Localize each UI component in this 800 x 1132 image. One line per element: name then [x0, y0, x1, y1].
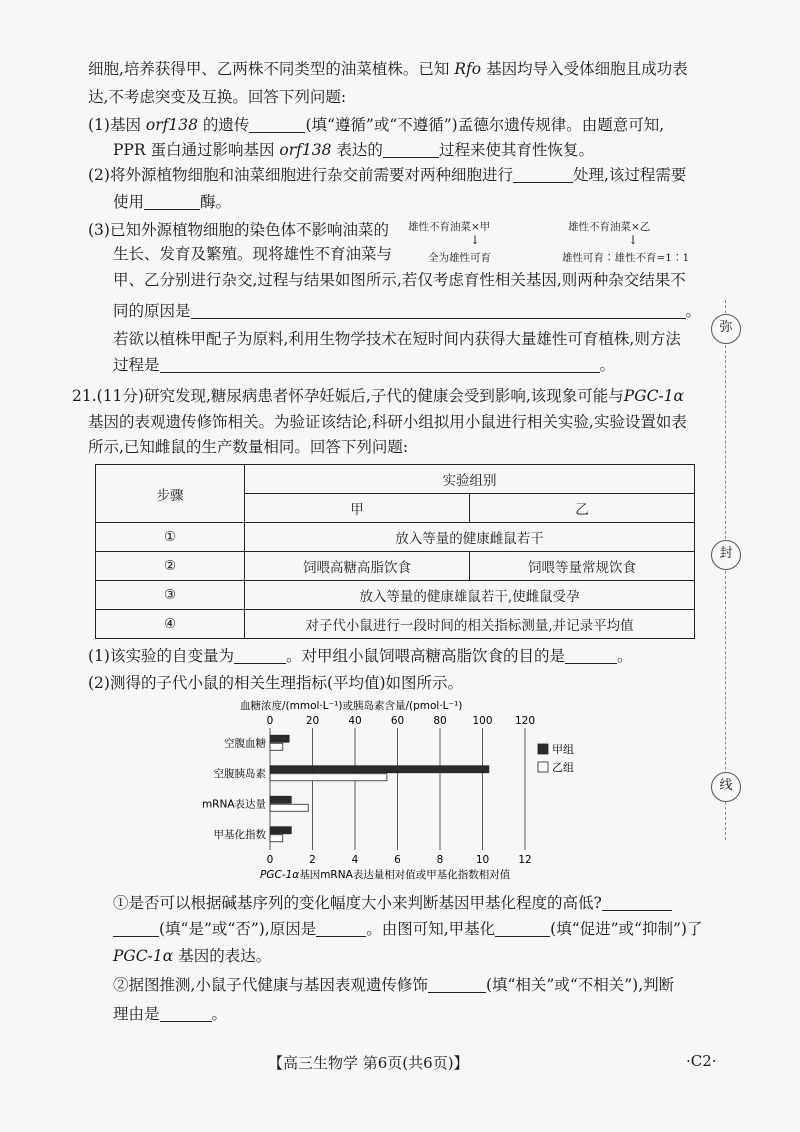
bottom-tick-label: 8: [436, 854, 444, 866]
question-21: 21.(11分)研究发现,糖尿病患者怀孕妊娠后,子代的健康会受到影响,该现象可能与PGC-1α: [72, 387, 685, 405]
group-header: 实验组别: [245, 465, 695, 494]
chart-question-2-cont: 理由是 。: [113, 1005, 228, 1023]
category-label: 甲基化指数: [213, 828, 266, 841]
answer-blank[interactable]: [428, 976, 486, 993]
question-2: (2)将外源植物细胞和油菜细胞进行杂交前需要对两种细胞进行 处理,该过程需要: [88, 166, 687, 184]
bar-group-a: [270, 827, 291, 834]
sub-question-1: (1)该实验的自变量为 。对甲组小鼠饲喂高糖高脂饮食的目的是 。: [88, 647, 633, 665]
bar-group-b: [270, 804, 308, 811]
table-row: [96, 581, 695, 610]
bar-group-b: [270, 835, 283, 842]
bottom-tick-label: 6: [394, 854, 401, 866]
bar-group-a: [270, 796, 291, 803]
question-3-cont: 生长、发育及繁殖。现将雄性不育油菜与: [113, 245, 393, 263]
sub-question-2: (2)测得的子代小鼠的相关生理指标(平均值)如图所示。: [88, 674, 464, 692]
answer-blank[interactable]: [113, 920, 159, 937]
question-3: (3)已知外源植物细胞的染色体不影响油菜的: [88, 221, 389, 239]
category-label: 空腹胰岛素: [213, 767, 266, 780]
top-tick-label: 60: [390, 715, 405, 727]
question-21-cont: 基因的表观遗传修饰相关。为验证该结论,科研小组拟用小鼠进行相关实验,实验设置如表: [88, 413, 687, 431]
step-cell: ③: [96, 581, 245, 610]
answer-blank[interactable]: [565, 647, 617, 664]
group-a-header: 甲: [245, 494, 470, 523]
question-2-cont: 使用 酶。: [113, 193, 232, 211]
answer-blank[interactable]: [513, 166, 573, 183]
answer-blank[interactable]: [191, 302, 686, 319]
step-content: 放入等量的健康雄鼠若干,使雌鼠受孕: [245, 581, 695, 610]
question-1: (1)基因 orf138 的遗传 (填“遵循”或“不遵循”)孟德尔遗传规律。由题意可知,: [88, 116, 665, 134]
chart-question-1-cont: PGC-1α 基因的表达。: [113, 947, 272, 965]
answer-blank[interactable]: [249, 116, 305, 133]
top-tick-label: 0: [266, 715, 274, 727]
top-tick-label: 80: [433, 715, 447, 727]
answer-blank[interactable]: [234, 647, 286, 664]
category-label: mRNA表达量: [201, 798, 266, 811]
question-21-cont: 所示,已知雌鼠的生产数量相同。回答下列问题:: [88, 438, 409, 456]
step-cell: ④: [96, 610, 245, 639]
table-row: [96, 552, 695, 581]
chart-top-title: 血糖浓度/(mmol·L⁻¹)或胰岛素含量/(pmol·L⁻¹): [240, 700, 463, 712]
legend-label: 乙组: [552, 761, 574, 774]
group-b-cell: 饲喂等量常规饮食: [469, 552, 694, 581]
cross-right-parents: 雄性不育油菜×乙: [568, 221, 651, 233]
step-cell: ①: [96, 523, 245, 552]
legend-swatch: [538, 762, 548, 772]
cross-left-result: 全为雄性可育: [428, 252, 491, 264]
step-cell: ②: [96, 552, 245, 581]
top-tick-label: 120: [514, 715, 536, 727]
question-3-cont: 若欲以植株甲配子为原料,利用生物学技术在短时间内获得大量雄性可育植株,则方法: [113, 330, 681, 348]
step-header: 步骤: [96, 465, 245, 523]
question-3-cont: 过程是 。: [113, 356, 616, 374]
top-tick-label: 20: [305, 715, 320, 727]
bar-group-a: [270, 766, 489, 773]
seal-char: 线: [711, 772, 741, 802]
group-b-header: 乙: [469, 494, 694, 523]
page-footer: 【高三生物学 第6页(共6页)】: [268, 1054, 469, 1072]
answer-blank[interactable]: [495, 920, 550, 937]
bar-group-b: [270, 774, 387, 781]
answer-blank[interactable]: [602, 894, 672, 911]
bottom-tick-label: 2: [309, 854, 316, 866]
chart-question-2: ②据图推测,小鼠子代健康与基因表观遗传修饰 (填“相关”或“不相关”),判断: [113, 976, 675, 994]
answer-blank[interactable]: [383, 141, 439, 158]
chart-bottom-title: PGC-1α基因mRNA表达量相对值或甲基化指数相对值: [260, 869, 511, 881]
step-content: 放入等量的健康雌鼠若干: [245, 523, 695, 552]
arrow-down-icon: ↓: [470, 233, 481, 247]
cross-left-parents: 雄性不育油菜×甲: [408, 221, 491, 233]
text-line: 达,不考虑突变及互换。回答下列问题:: [88, 88, 347, 106]
group-a-cell: 饲喂高糖高脂饮食: [245, 552, 470, 581]
question-3-cont: 同的原因是 。: [113, 302, 702, 320]
chart-question-1-cont: (填“是”或“否”),原因是 。由图可知,甲基化 (填“促进”或“抑制”)了: [113, 918, 702, 940]
answer-blank[interactable]: [160, 356, 600, 373]
bar-group-a: [270, 735, 289, 742]
answer-blank[interactable]: [316, 920, 366, 937]
bottom-tick-label: 12: [518, 854, 532, 866]
bottom-tick-label: 10: [475, 854, 490, 866]
legend-swatch: [538, 744, 548, 754]
arrow-down-icon: ↓: [628, 233, 639, 247]
bar-group-b: [270, 743, 283, 750]
top-tick-label: 100: [472, 715, 493, 727]
seal-char: 封: [711, 540, 741, 570]
text-line: 细胞,培养获得甲、乙两株不同类型的油菜植株。已知 Rfo 基因均导入受体细胞且成功表: [88, 60, 688, 78]
table-row: [96, 610, 695, 639]
top-tick-label: 40: [348, 715, 362, 727]
question-3-cont: 甲、乙分别进行杂交,过程与结果如图所示,若仅考虑育性相关基因,则两种杂交结果不: [113, 271, 686, 289]
bottom-tick-label: 4: [351, 854, 359, 866]
experiment-table: [95, 464, 695, 639]
seal-dashed-line: [725, 300, 726, 840]
bar-chart: [200, 698, 660, 888]
table-row: [96, 523, 695, 552]
answer-blank[interactable]: [144, 193, 200, 210]
seal-char: 弥: [711, 314, 741, 344]
bottom-tick-label: 0: [266, 854, 274, 866]
category-label: 空腹血糖: [224, 737, 266, 750]
page-code: ·C2·: [686, 1052, 717, 1070]
step-content: 对子代小鼠进行一段时间的相关指标测量,并记录平均值: [245, 610, 695, 639]
legend-label: 甲组: [552, 743, 574, 756]
chart-question-1: ①是否可以根据碱基序列的变化幅度大小来判断基因甲基化程度的高低?: [113, 892, 672, 914]
cross-right-result: 雄性可育∶雄性不育=1∶1: [562, 252, 690, 264]
answer-blank[interactable]: [160, 1005, 212, 1022]
question-1-cont: PPR 蛋白通过影响基因 orf138 表达的 过程来使其育性恢复。: [113, 141, 594, 159]
